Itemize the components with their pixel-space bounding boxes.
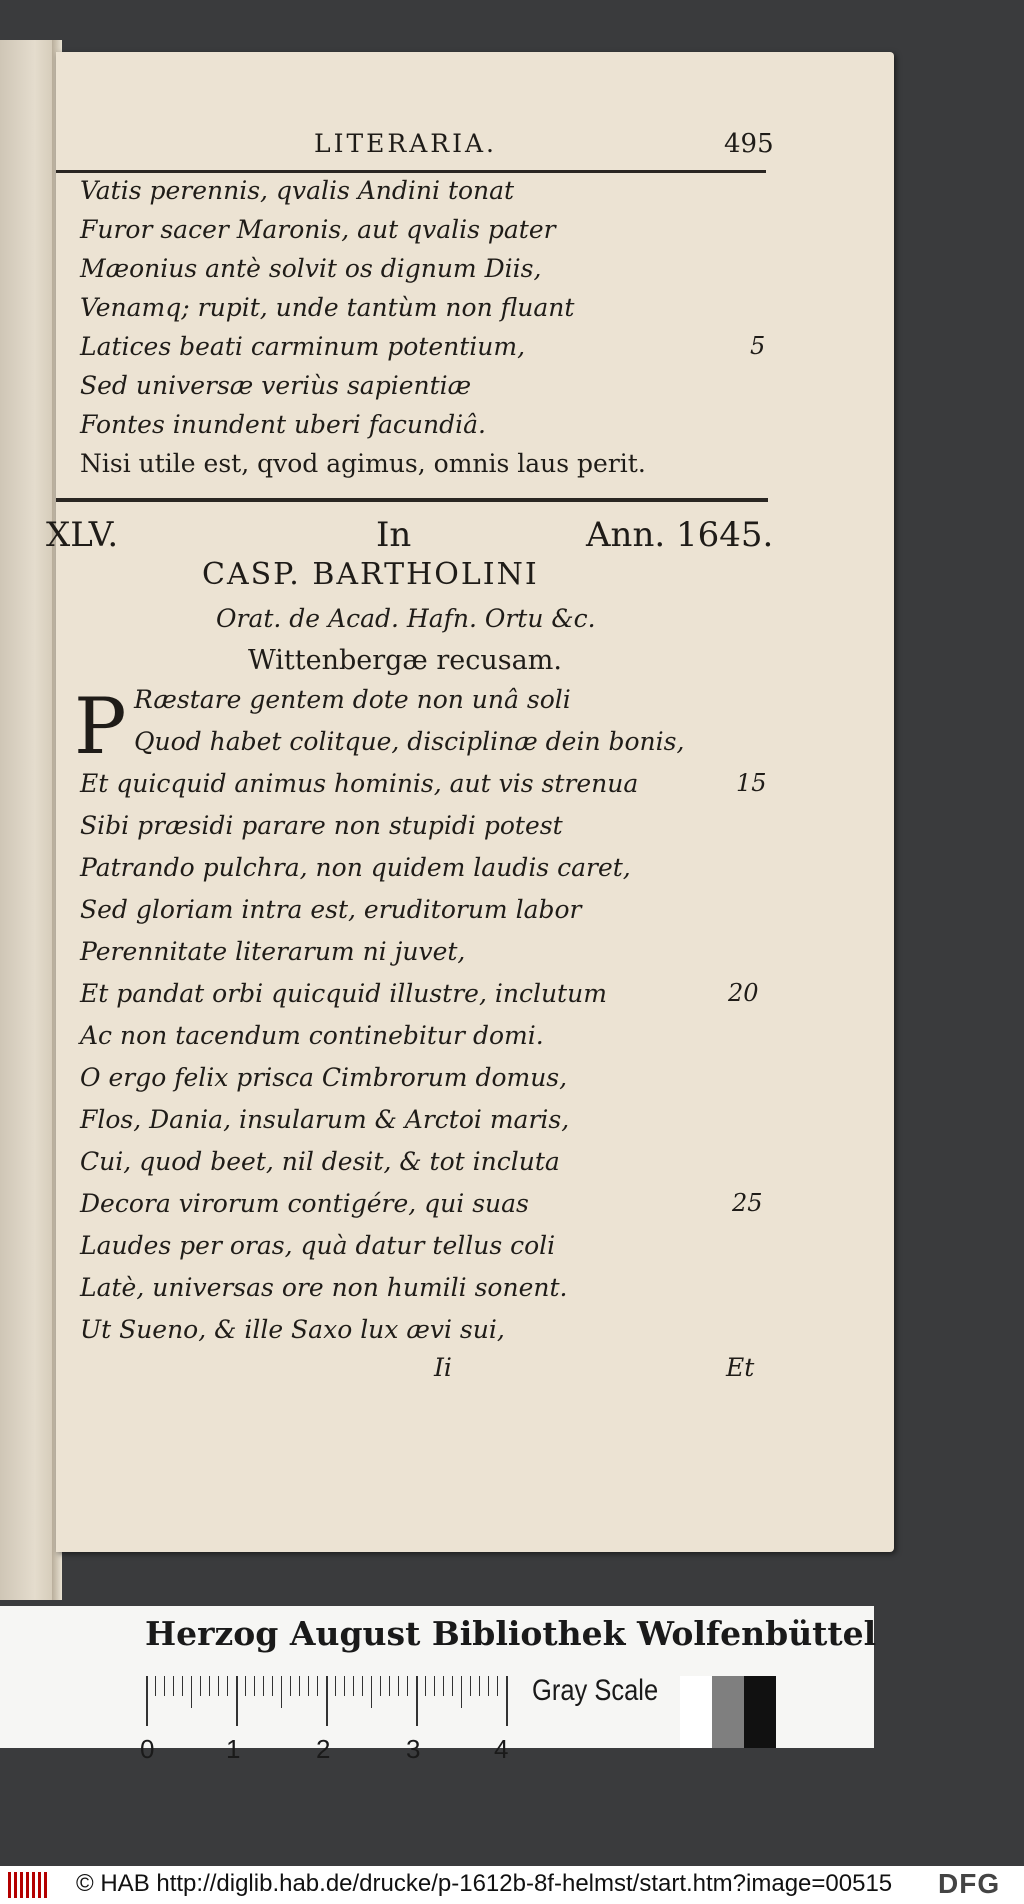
line-number: 5 xyxy=(750,332,766,360)
ruler-tick xyxy=(200,1676,201,1696)
ruler-tick xyxy=(218,1676,219,1696)
ruler-number: 1 xyxy=(226,1734,241,1764)
gray-swatch xyxy=(712,1676,744,1748)
drop-cap: P xyxy=(74,682,127,772)
line-number: 20 xyxy=(728,979,759,1007)
ruler-tick xyxy=(209,1676,210,1696)
ruler-tick xyxy=(488,1676,489,1696)
epigram-number: XLV. xyxy=(46,515,119,555)
verse-line: Venamq; rupit, unde tantùm non fluant xyxy=(80,293,575,322)
ruler-tick xyxy=(254,1676,255,1696)
hab-logo-icon xyxy=(8,1872,47,1898)
footer-url[interactable]: © HAB http://diglib.hab.de/drucke/p-1612b-8f-helmst/start.htm?image=00515 xyxy=(76,1870,893,1897)
ruler-tick xyxy=(443,1676,444,1696)
header-rule xyxy=(56,170,766,173)
ruler-tick xyxy=(479,1676,480,1696)
verse-line: Sibi præsidi parare non stupidi potest xyxy=(80,811,563,840)
verse-line: Latè, universas ore non humili sonent. xyxy=(80,1273,568,1302)
section-rule xyxy=(56,498,768,502)
ruler-tick xyxy=(263,1676,264,1696)
ruler-tick xyxy=(434,1676,435,1696)
ruler-number: 4 xyxy=(494,1734,509,1764)
epigram-year: Ann. 1645. xyxy=(586,515,774,555)
ruler-tick xyxy=(308,1676,309,1696)
ruler-tick xyxy=(461,1676,462,1708)
gray-scale-swatches xyxy=(680,1676,776,1748)
verse-line: Cui, quod beet, nil desit, & tot incluta xyxy=(80,1147,560,1176)
ruler-tick xyxy=(326,1676,328,1726)
ruler-tick xyxy=(227,1676,228,1696)
ruler-tick xyxy=(245,1676,246,1696)
verse-line: Quod habet colitque, disciplinæ dein bonis, xyxy=(134,727,685,756)
ruler-tick xyxy=(425,1676,426,1696)
ruler-tick xyxy=(362,1676,363,1696)
running-head: LITERARIA. xyxy=(314,129,497,158)
verse-line: Furor sacer Maronis, aut qvalis pater xyxy=(80,215,556,244)
verse-line: Ut Sueno, & ille Saxo lux ævi sui, xyxy=(80,1315,505,1344)
verse-line: Perennitate literarum ni juvet, xyxy=(80,937,466,966)
ruler-number: 2 xyxy=(316,1734,331,1764)
verse-line: O ergo felix prisca Cimbrorum domus, xyxy=(80,1063,568,1092)
ruler-tick xyxy=(182,1676,183,1696)
epigram-title: CASP. BARTHOLINI xyxy=(202,557,539,592)
ruler-tick xyxy=(299,1676,300,1696)
book-page xyxy=(46,52,894,1552)
gray-scale-label: Gray Scale xyxy=(532,1674,659,1707)
verse-line: Latices beati carminum potentium, xyxy=(80,332,526,361)
facing-page-edge xyxy=(0,40,58,1600)
verse-line: Patrando pulchra, non quidem laudis caret, xyxy=(80,853,631,882)
catchword: Et xyxy=(726,1353,755,1382)
epigram-in-label: In xyxy=(376,515,412,555)
epigram-subtitle: Orat. de Acad. Hafn. Ortu &c. xyxy=(216,604,596,633)
ruler-tick xyxy=(353,1676,354,1696)
dfg-logo: DFG xyxy=(938,1868,1001,1899)
ruler-tick xyxy=(470,1676,471,1696)
ruler-tick xyxy=(317,1676,318,1696)
ruler-tick xyxy=(452,1676,453,1696)
page-number: 495 xyxy=(724,129,774,159)
verse-line: Mæonius antè solvit os dignum Diis, xyxy=(80,254,542,283)
ruler-tick xyxy=(416,1676,418,1726)
ruler-tick xyxy=(236,1676,238,1726)
ruler-tick xyxy=(290,1676,291,1696)
verse-line: Et pandat orbi quicquid illustre, inclutum xyxy=(80,979,607,1008)
ruler-tick xyxy=(407,1676,408,1696)
verse-line: Laudes per oras, quà datur tellus coli xyxy=(80,1231,556,1260)
verse-line: Ac non tacendum continebitur domi. xyxy=(80,1021,544,1050)
ruler-tick xyxy=(173,1676,174,1696)
ruler-number: 3 xyxy=(406,1734,421,1764)
verse-line: Nisi utile est, qvod agimus, omnis laus perit. xyxy=(80,449,646,478)
ruler-tick xyxy=(191,1676,192,1708)
ruler-tick xyxy=(506,1676,508,1726)
ruler-tick xyxy=(146,1676,148,1726)
ruler xyxy=(146,1676,509,1726)
epigram-place: Wittenbergæ recusam. xyxy=(248,645,562,676)
ruler-tick xyxy=(371,1676,372,1708)
verse-line: Decora virorum contigére, qui suas xyxy=(80,1189,529,1218)
ruler-tick xyxy=(272,1676,273,1696)
gray-swatch xyxy=(680,1676,712,1748)
verse-line: Sed universæ veriùs sapientiæ xyxy=(80,371,472,400)
gray-swatch xyxy=(744,1676,776,1748)
ruler-tick xyxy=(164,1676,165,1696)
verse-line: Sed gloriam intra est, eruditorum labor xyxy=(80,895,582,924)
line-number: 25 xyxy=(732,1189,763,1217)
verse-line: Flos, Dania, insularum & Arctoi maris, xyxy=(80,1105,570,1134)
library-title: Herzog August Bibliothek Wolfenbüttel xyxy=(145,1614,877,1653)
ruler-tick xyxy=(344,1676,345,1696)
ruler-tick xyxy=(335,1676,336,1696)
line-number: 15 xyxy=(736,769,767,797)
ruler-tick xyxy=(389,1676,390,1696)
ruler-tick xyxy=(155,1676,156,1696)
verse-line: Ræstare gentem dote non unâ soli xyxy=(134,685,571,714)
verse-line: Et quicquid animus hominis, aut vis strenua xyxy=(80,769,639,798)
ruler-tick xyxy=(380,1676,381,1696)
signature-mark: Ii xyxy=(434,1353,452,1382)
ruler-tick xyxy=(398,1676,399,1696)
ruler-tick xyxy=(281,1676,282,1708)
verse-line: Fontes inundent uberi facundiâ. xyxy=(80,410,486,439)
ruler-number: 0 xyxy=(140,1734,155,1764)
verse-line: Vatis perennis, qvalis Andini tonat xyxy=(80,176,515,205)
footer-bar xyxy=(0,1866,1024,1904)
ruler-tick xyxy=(497,1676,498,1696)
